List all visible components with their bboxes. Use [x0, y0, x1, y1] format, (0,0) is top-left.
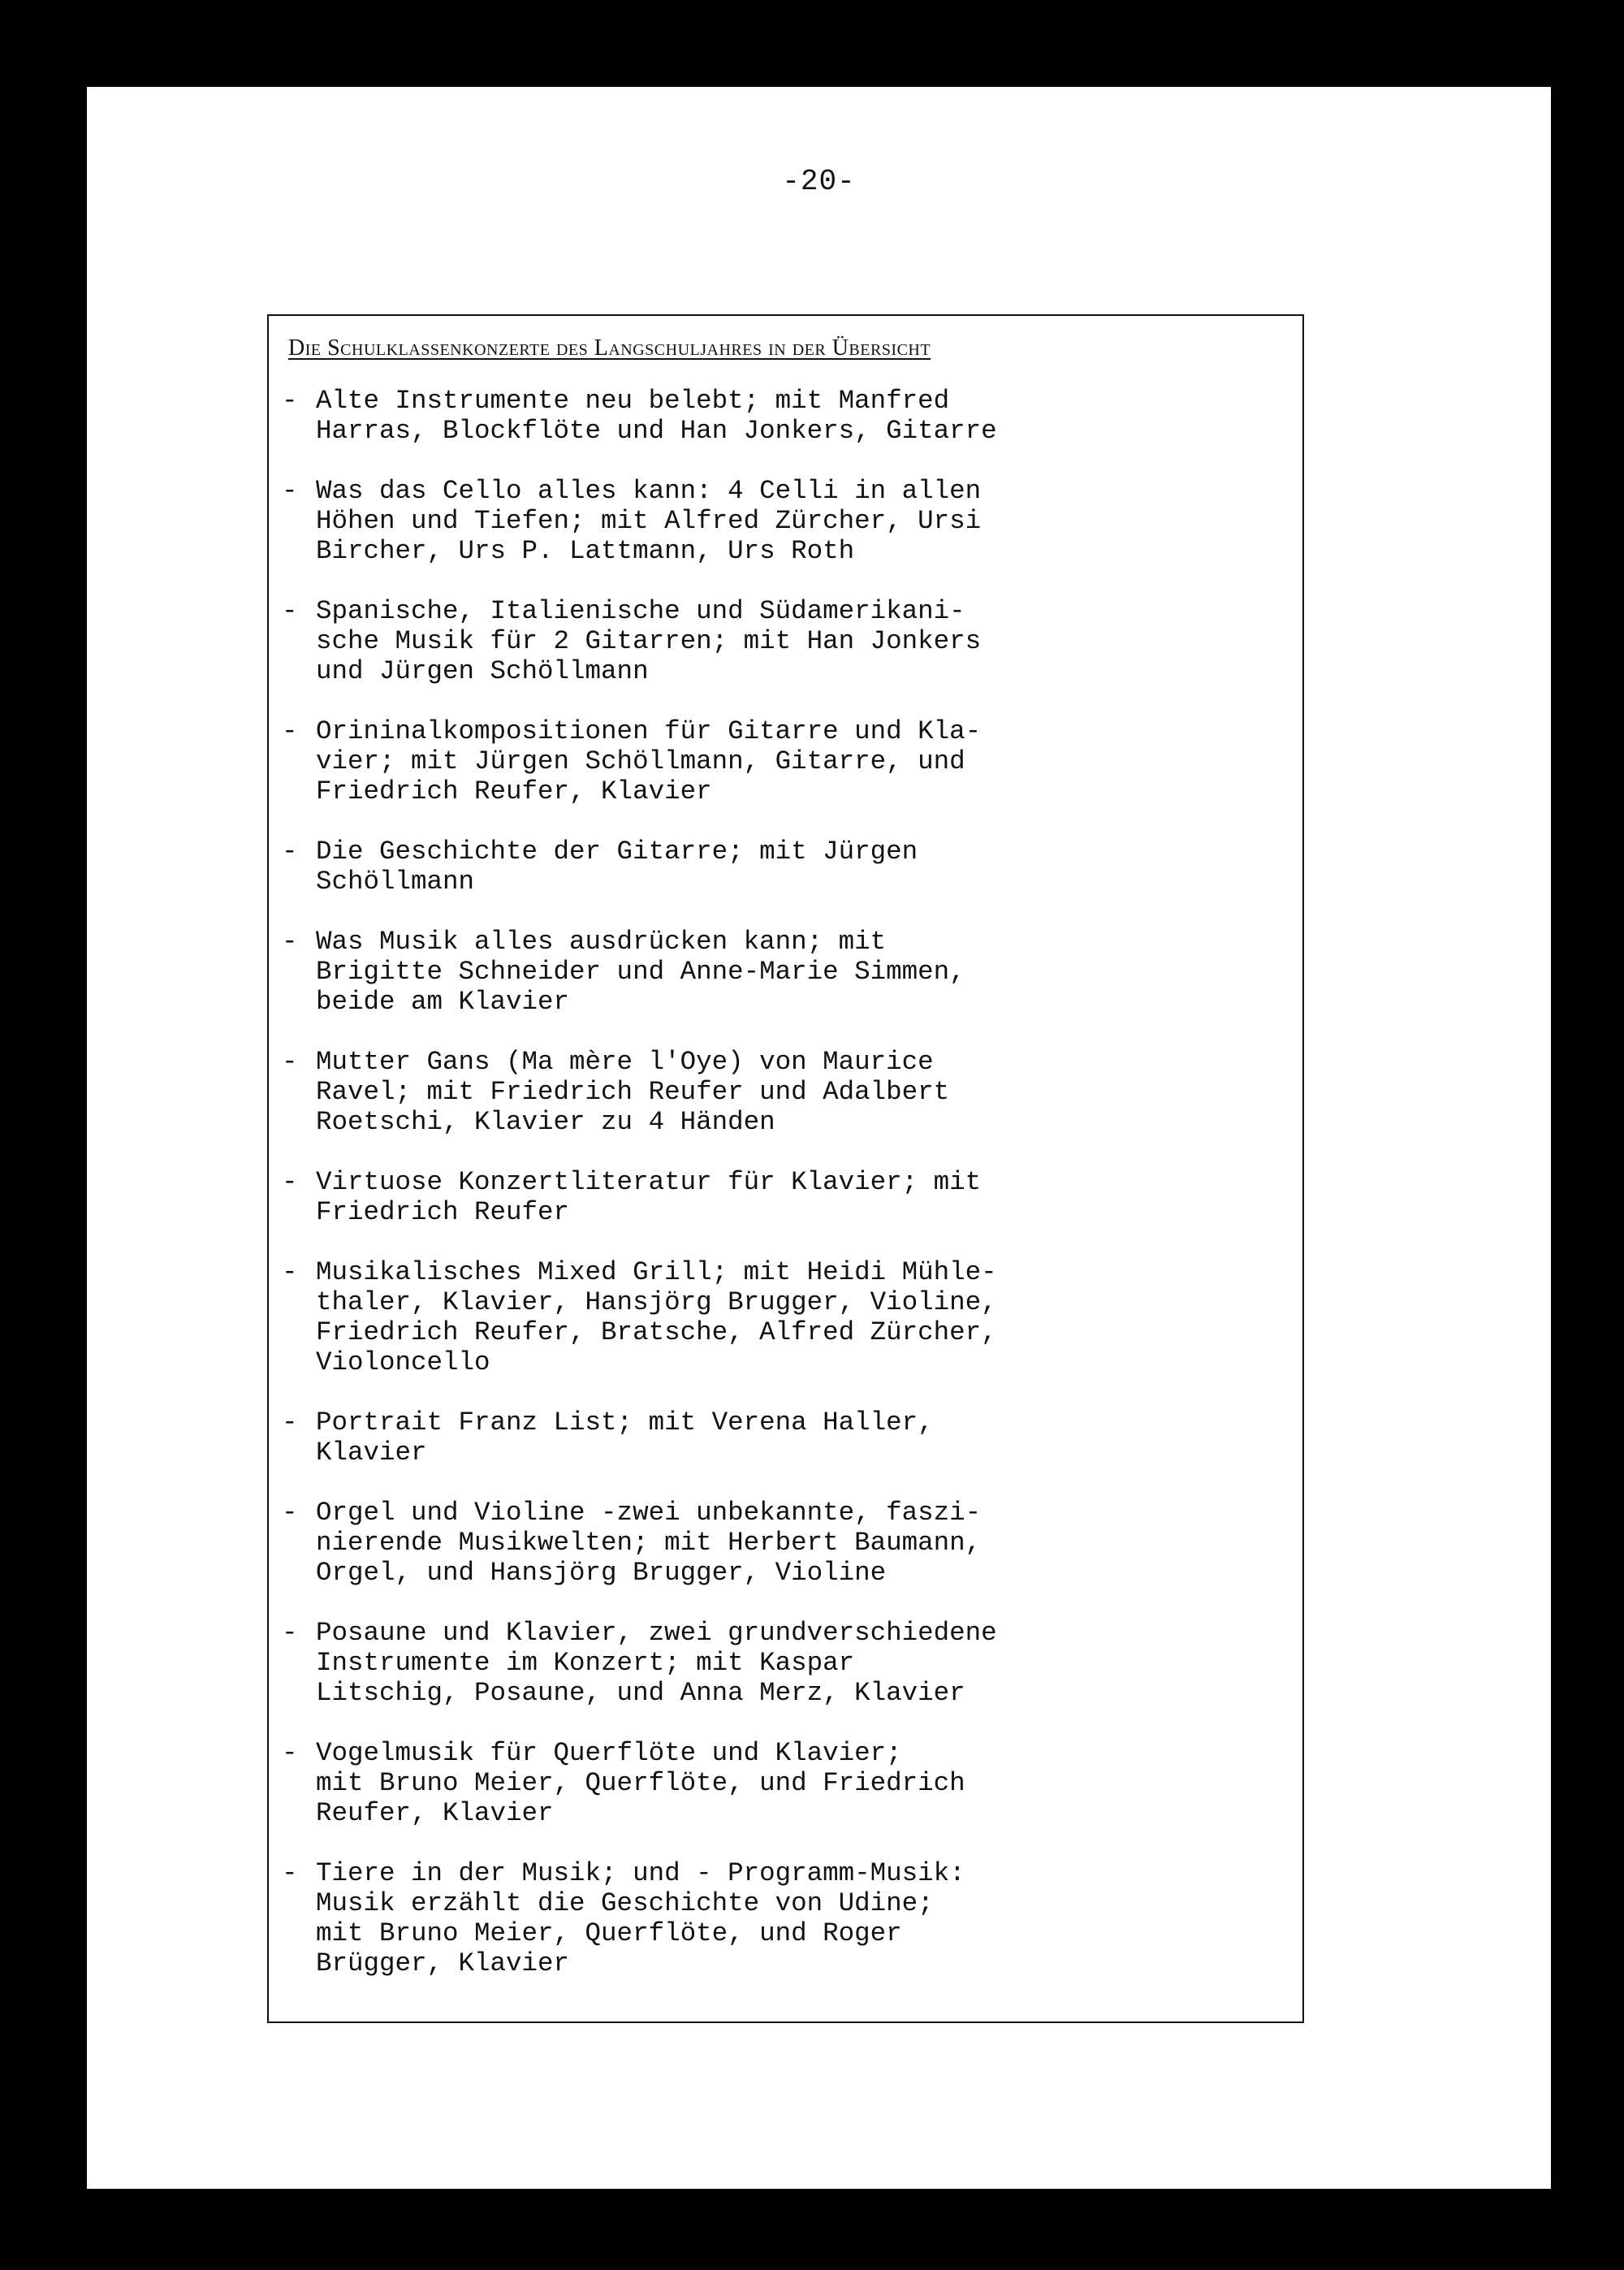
entry-line: Klavier [316, 1438, 427, 1468]
entry-line: Friedrich Reufer, Klavier [316, 776, 712, 806]
entry-line: Orininalkompositionen für Gitarre und Kla- [316, 716, 982, 746]
list-dash: - [282, 1618, 298, 1648]
list-dash: - [282, 1167, 298, 1197]
list-dash: - [282, 1407, 298, 1438]
entry-line: Musikalisches Mixed Grill; mit Heidi Mühle- [316, 1257, 997, 1287]
entry-line: Tiere in der Musik; und - Programm-Musik: [316, 1858, 965, 1888]
concert-entry [282, 1618, 997, 1708]
list-dash: - [282, 1257, 298, 1287]
concert-entry [282, 1167, 997, 1227]
concert-entry-text [316, 927, 965, 1017]
entry-line: mit Bruno Meier, Querflöte, und Friedrich [316, 1768, 965, 1798]
entry-line: nierende Musikwelten; mit Herbert Baumann, [316, 1528, 982, 1558]
entry-line: Portrait Franz List; mit Verena Haller, [316, 1407, 934, 1438]
entry-line: Vogelmusik für Querflöte und Klavier; [316, 1738, 902, 1768]
list-dash: - [282, 476, 298, 506]
concert-entry [282, 386, 997, 446]
concert-entry-text [316, 716, 981, 806]
concert-list [282, 386, 997, 2008]
concert-entry-text [316, 837, 918, 897]
concert-entry-text [316, 1618, 997, 1708]
entry-line: Was Musik alles ausdrücken kann; mit [316, 927, 887, 957]
page-number: -20- [782, 165, 856, 198]
concert-entry [282, 1047, 997, 1137]
concert-entry-text [316, 1738, 965, 1828]
box-heading: Die Schulklassenkonzerte des Langschuljahres in der Übersicht [288, 335, 931, 361]
concert-entry-text [316, 1407, 934, 1468]
entry-line: Instrumente im Konzert; mit Kaspar [316, 1648, 855, 1678]
concert-entry-text [316, 1858, 965, 1978]
entry-line: Brigitte Schneider und Anne-Marie Simmen, [316, 957, 965, 987]
entry-line: Bircher, Urs P. Lattmann, Urs Roth [316, 536, 855, 566]
entry-line: Die Geschichte der Gitarre; mit Jürgen [316, 837, 918, 867]
list-dash: - [282, 1498, 298, 1528]
entry-line: Orgel, und Hansjörg Brugger, Violine [316, 1558, 887, 1588]
concert-entry [282, 837, 997, 897]
concert-entry-text [316, 596, 981, 686]
list-dash: - [282, 596, 298, 626]
entry-line: Musik erzählt die Geschichte von Udine; [316, 1888, 934, 1918]
list-dash: - [282, 716, 298, 746]
concert-entry [282, 1738, 997, 1828]
entry-line: mit Bruno Meier, Querflöte, und Roger [316, 1918, 902, 1948]
entry-line: Was das Cello alles kann: 4 Celli in allen [316, 476, 982, 506]
entry-line: Harras, Blockflöte und Han Jonkers, Gitarre [316, 416, 997, 446]
entry-line: Litschig, Posaune, und Anna Merz, Klavier [316, 1678, 965, 1708]
entry-line: Friedrich Reufer [316, 1197, 570, 1227]
entry-line: Friedrich Reufer, Bratsche, Alfred Zürcher, [316, 1317, 997, 1347]
list-dash: - [282, 1738, 298, 1768]
concert-entry-text [316, 476, 981, 566]
concert-entry [282, 1498, 997, 1588]
entry-line: Brügger, Klavier [316, 1948, 570, 1978]
entry-line: und Jürgen Schöllmann [316, 656, 649, 686]
entry-line: thaler, Klavier, Hansjörg Brugger, Violine, [316, 1287, 997, 1317]
concert-entry-text [316, 1167, 981, 1227]
entry-line: Höhen und Tiefen; mit Alfred Zürcher, Ursi [316, 506, 982, 536]
concert-entry [282, 927, 997, 1017]
list-dash: - [282, 927, 298, 957]
entry-line: vier; mit Jürgen Schöllmann, Gitarre, und [316, 746, 965, 776]
entry-line: Schöllmann [316, 867, 475, 897]
list-dash: - [282, 1858, 298, 1888]
concert-entry-text [316, 1498, 981, 1588]
concert-entry [282, 1407, 997, 1468]
entry-line: Roetschi, Klavier zu 4 Händen [316, 1107, 775, 1137]
concert-entry-text [316, 386, 997, 446]
entry-line: Alte Instrumente neu belebt; mit Manfred [316, 386, 950, 416]
entry-line: Spanische, Italienische und Südamerikani- [316, 596, 965, 626]
entry-line: Mutter Gans (Ma mère l'Oye) von Maurice [316, 1047, 934, 1077]
entry-line: Ravel; mit Friedrich Reufer und Adalbert [316, 1077, 950, 1107]
concert-entry [282, 1858, 997, 1978]
concert-entry-text [316, 1047, 949, 1137]
entry-line: Reufer, Klavier [316, 1798, 554, 1828]
entry-line: Violoncello [316, 1347, 490, 1377]
list-dash: - [282, 386, 298, 416]
concert-entry [282, 716, 997, 806]
entry-line: sche Musik für 2 Gitarren; mit Han Jonkers [316, 626, 982, 656]
concert-entry [282, 596, 997, 686]
entry-line: Posaune und Klavier, zwei grundverschiedene [316, 1618, 997, 1648]
concert-entry [282, 476, 997, 566]
list-dash: - [282, 837, 298, 867]
concert-entry [282, 1257, 997, 1377]
entry-line: Orgel und Violine -zwei unbekannte, faszi- [316, 1498, 982, 1528]
entry-line: beide am Klavier [316, 987, 570, 1017]
concert-overview-box [267, 314, 1304, 2023]
concert-entry-text [316, 1257, 997, 1377]
document-page [87, 87, 1551, 2189]
entry-line: Virtuose Konzertliteratur für Klavier; mit [316, 1167, 982, 1197]
list-dash: - [282, 1047, 298, 1077]
